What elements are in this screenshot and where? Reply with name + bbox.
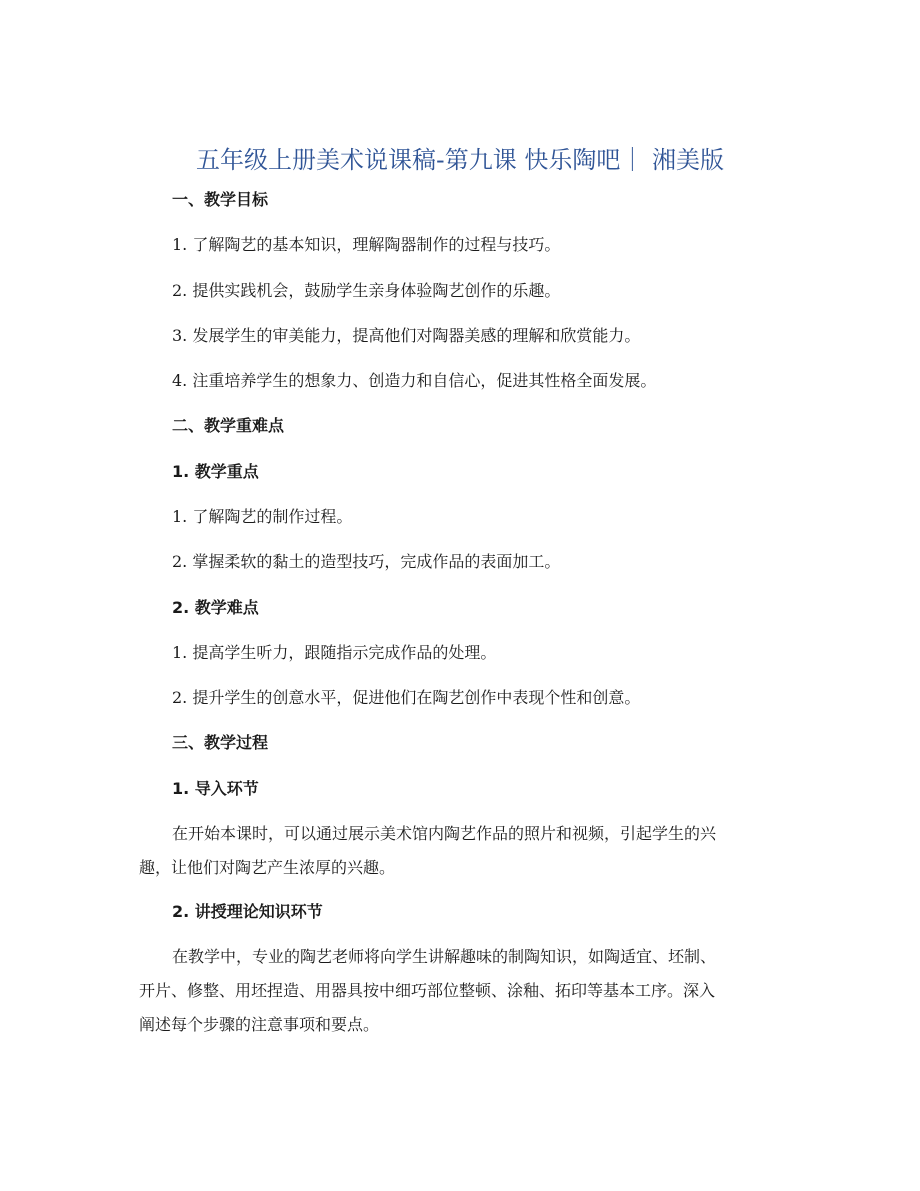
paragraph-line: 在教学中，专业的陶艺老师将向学生讲解趣味的制陶知识，如陶适宜、坯制、 bbox=[172, 947, 717, 966]
objective-item: 4. 注重培养学生的想象力、创造力和自信心，促进其性格全面发展。 bbox=[172, 371, 657, 390]
subheading-theory: 2. 讲授理论知识环节 bbox=[172, 902, 323, 921]
section-heading-key-points: 二、教学重难点 bbox=[172, 416, 285, 435]
difficulty-item: 2. 提升学生的创意水平，促进他们在陶艺创作中表现个性和创意。 bbox=[172, 688, 641, 707]
difficulty-item: 1. 提高学生听力，跟随指示完成作品的处理。 bbox=[172, 643, 497, 662]
objective-item: 1. 了解陶艺的基本知识，理解陶器制作的过程与技巧。 bbox=[172, 235, 561, 254]
subheading-difficulties: 2. 教学难点 bbox=[172, 598, 259, 617]
objective-item: 3. 发展学生的审美能力，提高他们对陶器美感的理解和欣赏能力。 bbox=[172, 326, 641, 345]
key-focus-item: 2. 掌握柔软的黏土的造型技巧，完成作品的表面加工。 bbox=[172, 552, 561, 571]
key-focus-item: 1. 了解陶艺的制作过程。 bbox=[172, 507, 353, 526]
paragraph-line: 开片、修整、用坯捏造、用器具按中细巧部位整顿、涂釉、拓印等基本工序。深入 bbox=[139, 981, 716, 1000]
subheading-key-focus: 1. 教学重点 bbox=[172, 462, 259, 481]
document-title: 五年级上册美术说课稿-第九课 快乐陶吧｜ 湘美版 bbox=[196, 146, 724, 174]
section-heading-process: 三、教学过程 bbox=[172, 733, 269, 752]
section-heading-objectives: 一、教学目标 bbox=[172, 190, 269, 209]
subheading-introduction: 1. 导入环节 bbox=[172, 779, 259, 798]
theory-paragraph bbox=[139, 940, 772, 1042]
paragraph-line: 在开始本课时，可以通过展示美术馆内陶艺作品的照片和视频，引起学生的兴 bbox=[172, 824, 717, 843]
paragraph-line: 趣，让他们对陶艺产生浓厚的兴趣。 bbox=[139, 858, 396, 877]
objective-item: 2. 提供实践机会，鼓励学生亲身体验陶艺创作的乐趣。 bbox=[172, 281, 561, 300]
paragraph-line: 阐述每个步骤的注意事项和要点。 bbox=[139, 1015, 380, 1034]
introduction-paragraph bbox=[139, 817, 772, 885]
